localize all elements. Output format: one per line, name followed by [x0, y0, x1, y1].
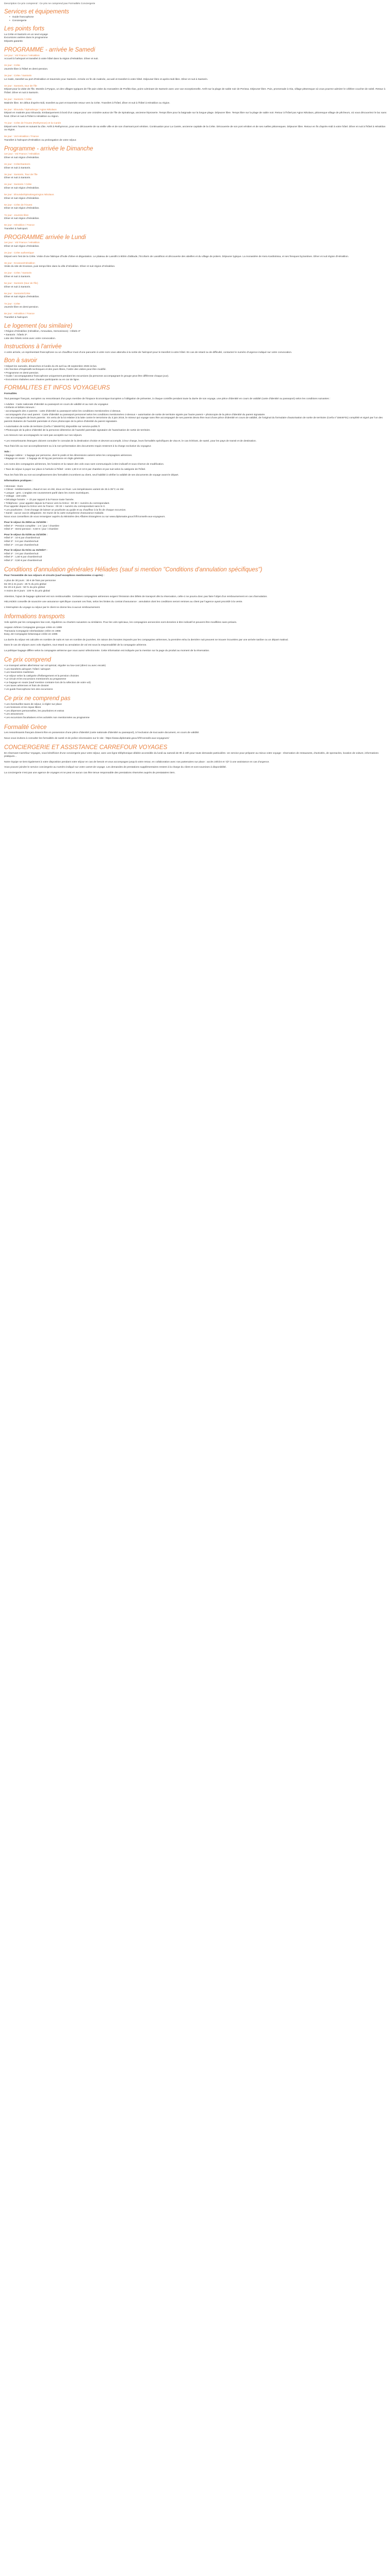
list-item: Pour le séjour du 25/04 au 31/10/26 :: [4, 521, 47, 524]
list-item: • Le circuit et les excursions mentionnés au programme: [4, 678, 67, 681]
programme-day: [4, 204, 387, 211]
day-text: Le matin, transfert au port d'Héraklion et traversée pour Santorin. Arrivée en fin de matinée, accueil et transfert à votre hôtel. Déjeuner libre et après-midi libre. Dîner et nuit à Santorin.: [4, 78, 208, 81]
programme-day: [4, 272, 387, 279]
day-text: Transfert à l'aéroport d'Héraklion ou prolongation de votre séjour.: [4, 139, 77, 142]
programme-day: [4, 194, 387, 200]
programme-day: [4, 214, 387, 221]
day-text: Départ en matinée pour Elounda. Embarquement à bord d'un caïque pour une croisière autour de l'île de Spinalonga, ancienne léproserie. Temps libre pour la baignade sur la longue plage. Déjeuner libre. Temps libre sur la plage de sable noir. Retour à l'hôtel par Agios Nikolaos, pittoresque village de pêcheurs, où vous découvrirez le lac sans fond. Dîner et nuit à l'hôtel à Héraklion ou région.: [4, 112, 387, 118]
transport-info-text: La durée du séjour est calculée en nombre de nuits et non en nombre de journées. En raison des horaires imposés par les compagnies aériennes, la première et/ou la dernière nuit peuvent se trouver écourtées par une arrivée tardive ou un départ matinal.: [4, 638, 289, 641]
programme-day: [4, 224, 387, 231]
programme-sunday: [4, 153, 387, 231]
list-item: Hôtel 3* : 5 € par chambre/nuit: [4, 540, 39, 543]
list-item: A moins de 8 jours : 100 % du prix global: [4, 589, 50, 592]
day-title: 2e jour : Crète authentique: [4, 252, 34, 255]
programme-day: [4, 252, 387, 259]
transport-info-text: Vols opérés par les compagnies low-cost, régulières ou charters suivantes ou similaires. Pour les vols spéciaux, les compagnies annoncées sont données à titre indicatif et peuvent être modifiées sans préavis.: [4, 621, 237, 624]
transport-info-text: Dans le cas de séjours avec vols réguliers, tout retard ou annulation de vol est sous la responsabilité de la compagnie aérienne.: [4, 644, 147, 647]
paragraph: Tout passager français, européen ou ressortissant d'un pays membre de l'Espace Economique Européen a l'obligation de présenter, à chaque contrôle pendant toute la durée de son voyage, une pièce d'identité en cours de validité (carte d'identité ou passeport) selon les conditions suivantes :: [4, 398, 331, 401]
programme-day: [4, 109, 387, 119]
day-title: 5e jour : Elounda/Spinalonga/Agios Nikolaos: [4, 194, 54, 197]
paragraph: - non accompagnés de leurs parents : En vertu de la loi relative à la lutte contre le terrorisme du 3 juin 2016, le mineur qui voyage sans être accompagné de ses parents devra être muni d'une pièce d'identité en cours de validité, de l'original du formulaire d'autorisation de sortie de territoire (Cerfa n°15646*01) complété et signé par l'un des parents titulaires de l'autorité parentale et d'une photocopie de la pièce d'identité du parent signataire.: [4, 417, 383, 423]
paragraph: • Taxe de séjour à payer sur place à l'arrivée à l'hôtel : entre 1,50 € et 10 € par chambre et par nuit selon la catégorie de l'hôtel.: [4, 468, 146, 471]
programme-saturday-title: PROGRAMME - arrivée le Samedi: [4, 47, 95, 54]
day-title: 7e jour : Crète de l'Ouest (Rethymnon) et la Canée: [4, 122, 61, 125]
list-item: • Les boissons et les repas libres: [4, 706, 41, 709]
formalities-text: [4, 398, 387, 477]
programme-sunday-title: Programme - arrivée le Dimanche: [4, 145, 93, 152]
excludes-list: [4, 703, 387, 720]
excludes-title: Ce prix ne comprend pas: [4, 696, 71, 702]
day-text: Départ vers l'est de la Crète. Visite d'une fabrique d'huile d'olive et dégustation. Le plateau de Lassithi à 800m d'altitude, l'Ecofarm de Lassithios et découverte des abeilles et du village de potiers. Déjeuner typique. La monastère de Kera Kardiotissa, et ses fresques byzantines. Dîner et nuit région d'Héraklion.: [4, 255, 349, 258]
programme-day: [4, 64, 387, 71]
day-title: 2e jour : Crète: [4, 64, 20, 67]
programme-saturday: [4, 55, 387, 143]
paragraph: • Enfants et bébés mineurs :: [4, 406, 36, 410]
programme-day: [4, 183, 387, 190]
list-item: • Région d'Héraklion (Héraklion, Amoudara, Hersonissos) : Hôtels 3*: [4, 330, 81, 333]
day-title: 7e jour : Crète: [4, 302, 20, 306]
day-text: Dîner et nuit à Santorin.: [4, 285, 31, 289]
paragraph: • Adultes : Carte nationale d'identité ou passeport en cours de validité et au nom du voyageur.: [4, 403, 109, 406]
paragraph: Vols :: [4, 450, 11, 453]
day-text: Dîner et nuit région d'Héraklion.: [4, 217, 40, 221]
greece-formality-text: Les ressortissants français doivent être en possession d'une pièce d'identité (carte nationale d'identité ou passeport), à l'exclusion de tout autre document, en cours de validité.: [4, 732, 200, 735]
list-item: • Monnaie : Euro: [4, 485, 23, 488]
list-item: • Les transferts aéroport / hôtel / aéroport: [4, 668, 51, 671]
cancellation-extra: Attention, l'ajout de bagage optionnel est non remboursable. Certaines compagnies aériennes exigent l'émission des billets de transport dès la réservation, celle-ci ne pourra donc pas faire l'objet d'un remboursement en cas d'annulation.: [4, 595, 268, 598]
programme-day: [4, 262, 387, 269]
cancellation-title: Conditions d'annulation générales Héliades (sauf si mention "Conditions d'annulation spécifiques"): [4, 567, 263, 573]
day-text: Dîner et nuit à Santorin.: [4, 276, 31, 279]
day-text: Dîner et nuit à Santorin.: [4, 166, 31, 170]
concierge-text: Notre équipe se tient également à votre disposition pendant votre séjour en cas de besoin et vous accompagne jusqu'à votre retour, en collaboration avec nos partenaires sur place : accès 24h/24 et 7j/7 à une assistance en cas d'urgence.: [4, 760, 270, 764]
list-item: • Les excursions facultatives et les activités non mentionnées au programme: [4, 717, 90, 720]
list-item: • Le séjour selon la catégorie d'hébergement et la pension choisies: [4, 674, 79, 677]
list-item: Pour le séjour du 01/11 au 31/03/27 :: [4, 549, 47, 552]
paragraph: • Les ressortissants étrangers doivent consulter le consulat de la destination choisie et devront accomplir, à leur charge, leurs formalités spécifiques de visa et, le cas échéant, de santé, pour les pays de transit et de destination.: [4, 439, 257, 443]
paragraph: • Bagage cabine : 1 bagage par personne, dont le poids et les dimensions varient selon les compagnies aériennes.: [4, 454, 133, 457]
transport-info-text: La politique bagage diffère selon la compagnie aérienne que vous aurez sélectionnée. Cette information est indiquée par la mention sur la page du produit au moment de la réservation.: [4, 649, 210, 652]
day-text: Dîner et nuit région d'Héraklion.: [4, 156, 40, 159]
paragraph: • Bagage en soute : 1 bagage de 20 kg par personne en règle générale.: [4, 457, 85, 461]
list-item: • Décalage horaire : + 1h par rapport à la France toute l'année.: [4, 498, 74, 501]
programme-day: [4, 75, 387, 81]
concierge-text: La conciergerie n'est pas une agence de voyages et ne peut en aucun cas être tenue responsable des prestations réservées auprès de prestataires tiers.: [4, 771, 175, 774]
cancellation-extra: L'interruption du voyage ou séjour par le client ne donne lieu à aucun remboursement.: [4, 606, 101, 609]
list-item: Hôtel 4* : 10 € par chambre/nuit: [4, 537, 40, 540]
list-item: La Crète et Santorin en un seul voyage: [4, 33, 48, 36]
day-title: 6e jour : Elounda / Spinalonga / Agios Nikolaos: [4, 108, 57, 111]
paragraph: Les mineurs non accompagnés ne sont pas acceptés sur nos séjours.: [4, 434, 83, 437]
list-item: Hôtel 3* : 1,50 € par chambre/nuit: [4, 556, 42, 559]
day-title: 6e jour : Santorin/Crète: [4, 292, 30, 295]
list-item: • Guide / accompagnateur francophone uniquement pendant les excursions (la personne accompagnant le groupe peut être différente chaque jour).: [4, 375, 169, 378]
list-item: • Les assurances: [4, 713, 24, 716]
programme-day: [4, 293, 387, 299]
day-title: 2e jour : Crète/Santorin: [4, 163, 30, 166]
good-to-know-title: Bon à savoir: [4, 358, 37, 364]
day-text: Transfert à l'aéroport.: [4, 227, 28, 230]
day-text: Dîner et nuit région d'Héraklion.: [4, 207, 40, 210]
day-title: 4e jour : Santorin, tour de l'île: [4, 84, 37, 88]
concierge-text: Vous pouvez joindre le service conciergerie au numéro indiqué sur votre carnet de voyage. Les demandes de prestations supplémentaires restent à la charge du client et sont soumises à disponibilité.: [4, 766, 227, 769]
list-item: Hôtel 3* - Demi-pension : 0,50 € / jour / chambre: [4, 528, 58, 531]
programme-day: [4, 122, 387, 132]
programme-day: [4, 282, 387, 289]
list-item: • Les pourboires : il est d'usage de laisser un pourboire au guide et au chauffeur à la fin de chaque excursion.: [4, 509, 126, 512]
paragraph: - accompagnés des 2 parents : carte d'identité ou passeport selon les conditions mentionnées ci-dessus.: [4, 410, 121, 413]
list-item: • En fonction d'impératifs techniques et des jours libres, l'ordre des visites peut être modifié.: [4, 368, 106, 371]
day-title: 3e jour : Santorin, Tour de l'île: [4, 173, 38, 176]
list-item: • Conciergerie: [9, 20, 387, 23]
programme-day: [4, 98, 387, 105]
list-item: Nous vous conseillons de vous renseigner auprès du Ministère des Affaires Etrangères ou sur www.diplomatie.gouv.fr/fr/conseils-aux-voyageurs.: [4, 515, 166, 518]
includes-list: [4, 665, 387, 691]
day-text: Dîner et nuit à Santorin.: [4, 177, 31, 180]
cancellation-list: [4, 580, 387, 593]
list-item: • Départ les samedis, dimanches et lundis du 25 avril au 28 septembre 2026 inclus.: [4, 365, 97, 368]
concierge-title: CONCIERGERIE ET ASSISTANCE CARREFOUR VOYAGES: [4, 744, 168, 751]
cancellation-intro: Pour l'ensemble de nos séjours et circuits (sauf exceptions mentionnées ci-après) :: [4, 574, 105, 577]
list-item: Hôtel 2* : 3 € par chambre/nuit: [4, 544, 39, 547]
list-item: • Voltage : 220 volts: [4, 495, 27, 498]
day-title: 3e jour : Crète / Santorin: [4, 75, 32, 78]
day-text: Dîner et nuit région d'Héraklion.: [4, 245, 40, 248]
paragraph: • Photocopie de la pièce d'identité de la personne détentrice de l'autorité parentale signataire de l'autorisation de sortie de territoire.: [4, 429, 151, 432]
greece-formality-title: Formalité Grèce: [4, 724, 47, 731]
day-title: 6e jour : Crète de l'Ouest: [4, 204, 32, 207]
day-text: Dîner et nuit région d'Héraklion.: [4, 187, 40, 190]
day-title: 8e jour : Vol Héraklion / France: [4, 135, 39, 139]
list-item: • Guide francophone: [9, 16, 387, 20]
list-item: Easy Jet Compagnie britannique créée en 1995: [4, 633, 58, 636]
list-item: Excursions variées dans le programme: [4, 37, 48, 40]
list-item: Hôtel 2* : 0,50 € par chambre/nuit: [4, 559, 42, 562]
list-item: • Langue : grec. L'anglais est couramment parlé dans les zones touristiques.: [4, 492, 90, 495]
list-item: Aegean Airlines Compagnie grecque créée en 1999: [4, 626, 62, 630]
programme-day: [4, 313, 387, 319]
services-list: [4, 16, 387, 23]
programme-monday-title: PROGRAMME arrivée le Lundi: [4, 234, 86, 241]
day-text: Départ vers l'ouest en suivant la côte. Arrêt à Rethymnon, pour une découverte de sa vieille ville et de son charmant port vénitien. Continuation pour La Canée, ancienne capitale de la Crète. Découverte de son port vénitien et de ses ruelles pittoresques. Déjeuner libre. Retour en fin d'après-midi à votre hôtel. Dîner et nuit à l'hôtel à Héraklion ou région.: [4, 125, 386, 132]
day-title: 8e jour : Héraklion / France: [4, 313, 35, 316]
formalities-title: FORMALITES ET INFOS VOYAGEURS: [4, 385, 110, 392]
list-item: • Les taxes aériennes et frais de dossier: [4, 685, 49, 688]
list-item: • Santorin : hôtels 3*.: [4, 333, 28, 336]
list-item: De 30 à 21 jours : 25 % du prix global: [4, 583, 46, 586]
list-item: Pour appeler depuis la Grèce vers la France : 00 33 + numéro du correspondant sans le 0.: [4, 505, 106, 509]
list-item: • Les traversées maritimes: [4, 671, 34, 674]
list-item: Liste des hôtels remis avec votre convocation.: [4, 337, 56, 340]
page-intro: Description Ce prix comprend : Ce prix ne comprend pas Formalités Conciergerie: [4, 3, 95, 5]
airlines-list: [4, 626, 387, 637]
list-item: • Les éventuelles taxes de séjour, à régler sur place: [4, 703, 62, 706]
list-item: • Le bagage en soute (sauf mention contraire lors de la sélection de votre vol): [4, 681, 91, 684]
day-title: 5e jour : Santorin / Crète: [4, 98, 32, 101]
day-title: 1er jour : Vol France / Héraklion: [4, 153, 40, 156]
day-title: 1er jour : Vol France / Héraklion: [4, 242, 40, 245]
list-item: • Programme en demi-pension.: [4, 371, 39, 375]
list-item: • Les dépenses personnelles, les pourboires et extras: [4, 709, 64, 713]
day-text: Départ pour la visite de l'île. Montée à Pyrgos, un des villages typiques de l'île puis visite du monastère de Profitis Ilias, point culminant de Santorin avec une vue exceptionnelle. Arrêt sur la plage de sable noir de Perissa. Déjeuner libre. Puis, promenade à Oia, village pittoresque où vous pourrez admirer le célèbre coucher de soleil. Retour à l'hôtel. Dîner et nuit à Santorin.: [4, 88, 385, 94]
formalities-label: Formalités: [4, 392, 17, 395]
greece-formality-text: Nous vous invitons à consulter les formalités de santé et de police nécessaires sur le site : https://www.diplomatie.gouv.fr/fr/conseils-aux-voyageurs/: [4, 737, 169, 740]
programme-day: [4, 163, 387, 170]
day-text: Transfert à l'aéroport.: [4, 316, 28, 319]
paragraph: Tous frais liés au non-accomplissement ou à la non-présentation des documents requis resteront à la charge exclusive du voyageur.: [4, 445, 152, 448]
paragraph: - accompagnés d'un seul parent : Carte d'identité ou passeport personnel selon les conditions mentionnées ci-dessus + autorisation de sortie de territoire signée par l'autre parent + photocopie de la pièce d'identité du parent signataire.: [4, 413, 266, 416]
list-item: A plus de 30 jours : 30 € de frais par personne: [4, 580, 56, 583]
day-title: 7e jour : Journée libre: [4, 214, 29, 217]
arrival-text: A votre arrivée, un représentant francophone ou un chauffeur muni d'une pancarte à votre nom vous attendra à la sortie de l'aéroport pour le transfert à votre hôtel. En cas de retard ou de difficulté, contactez le numéro d'urgence indiqué sur votre convocation.: [4, 351, 292, 354]
day-title: 5e jour : Santorin (tour de l'île): [4, 282, 38, 285]
day-title: 1er jour : Vol France / Héraklion: [4, 54, 40, 57]
page: [0, 0, 391, 775]
day-title: 4e jour : Crète / Santorin: [4, 272, 32, 275]
highlights-list: [4, 33, 387, 44]
day-text: Dîner et nuit région d'Héraklion.: [4, 197, 40, 200]
list-item: • Le transport aérien aller/retour sur vol spécial, régulier ou low-cost (direct ou avec escale): [4, 664, 106, 667]
list-item: • Climat : méditerranéen, chaud et sec en été, doux en hiver. Les températures varient de 25 à 35°C en été.: [4, 488, 124, 492]
day-text: Dîner et nuit région d'Héraklion.: [4, 296, 40, 299]
transport-info-title: Informations transports: [4, 614, 65, 620]
highlights-title: Les points forts: [4, 26, 44, 32]
list-item: • Téléphone : pour appeler depuis la France vers la Grèce : 00 30 + numéro du correspondant.: [4, 502, 110, 505]
concierge-text: En réservant Carrefour Voyages, vous bénéficiez d'une conciergerie pour votre séjour, avec une ligne téléphonique dédiée accessible du lundi au samedi de 9h à 19h pour toute demande particulière. Un service pour préparer au mieux votre voyage : réservation de restaurants, d'activités, de spectacles, location de voiture, informations pratiques...: [4, 752, 379, 758]
day-title: 8e jour : Héraklion / France: [4, 224, 35, 227]
day-text: Accueil à l'aéroport et transfert à votre hôtel dans la région d'Héraklion. Dîner et nuit.: [4, 58, 99, 61]
good-to-know-list: [4, 365, 387, 382]
day-text: Matinée libre. En début d'après-midi, transfert au port et traversée retour vers la Crète. Transfert à l'hôtel, dîner et nuit à l'hôtel à Héraklion ou région.: [4, 101, 170, 105]
list-item: • Santé : aucun vaccin obligatoire. Se munir de la carte européenne d'assurance maladie.: [4, 512, 104, 515]
day-text: Journée libre en demi-pension.: [4, 306, 39, 309]
list-item: • Un guide francophone lors des excursions: [4, 688, 53, 691]
programme-day: [4, 153, 387, 160]
list-item: De 20 à 8 jours : 50 % du prix global: [4, 586, 45, 589]
day-title: 4e jour : Santorin / Crète: [4, 183, 32, 187]
cancellation-extra: HELIADES conseille de souscrire une assurance spécifique couvrant ces frais, selon les limites du contrat d'assurance : annulation dont les conditions seront remises au client par l'agence ayant procédé à la vente.: [4, 601, 243, 604]
programme-day: [4, 85, 387, 95]
list-item: Transavia Compagnie néerlandaise créée en 1966: [4, 630, 61, 633]
programme-day: [4, 135, 387, 142]
arrival-title: Instructions à l'arrivée: [4, 344, 62, 350]
services-title: Services et équipements: [4, 8, 69, 15]
list-item: • Excursions réalisées avec d'autres participants ou en car de ligne.: [4, 378, 80, 381]
programme-day: [4, 174, 387, 180]
programme-day: [4, 242, 387, 248]
paragraph: Les noms des compagnies aériennes, les horaires et la nature des vols vous sont communiqués à titre indicatif et sous réserve de modification.: [4, 463, 165, 466]
day-text: Journée libre à l'hôtel en demi-pension.: [4, 68, 48, 71]
paragraph: • Autorisation de sortie de territoire (Cerfa n°15646*01) disponible sur service-public.fr: [4, 426, 100, 429]
list-item: Pour le séjour du 01/05 au 31/10/26 :: [4, 533, 47, 536]
practical-info-label: Informations pratiques :: [4, 480, 33, 483]
tax-dates: [4, 521, 387, 563]
programme-day: [4, 303, 387, 310]
practical-info: [4, 485, 387, 519]
day-text: Visite du site de Knossos, puis temps libre dans la ville d'Héraklion. Dîner et nuit région d'Héraklion.: [4, 265, 116, 268]
paragraph: Tous les frais liés au non-accomplissement des formalités incombent au client, seul habilité à vérifier la validité de ses documents de voyage avant le départ.: [4, 473, 179, 477]
list-item: Hôtel 4* - Pension complète : 1 € / jour / chambre: [4, 524, 59, 528]
includes-title: Ce prix comprend: [4, 657, 51, 664]
programme-monday: [4, 242, 387, 319]
list-item: Hôtel 4* : 3 € par chambre/nuit: [4, 552, 39, 555]
lodging-title: Le logement (ou similaire): [4, 323, 73, 329]
programme-day: [4, 55, 387, 61]
lodging-list: [4, 330, 387, 341]
list-item: Départs garantis: [4, 40, 23, 43]
day-title: 3e jour : Knossos/Héraklion: [4, 262, 35, 265]
